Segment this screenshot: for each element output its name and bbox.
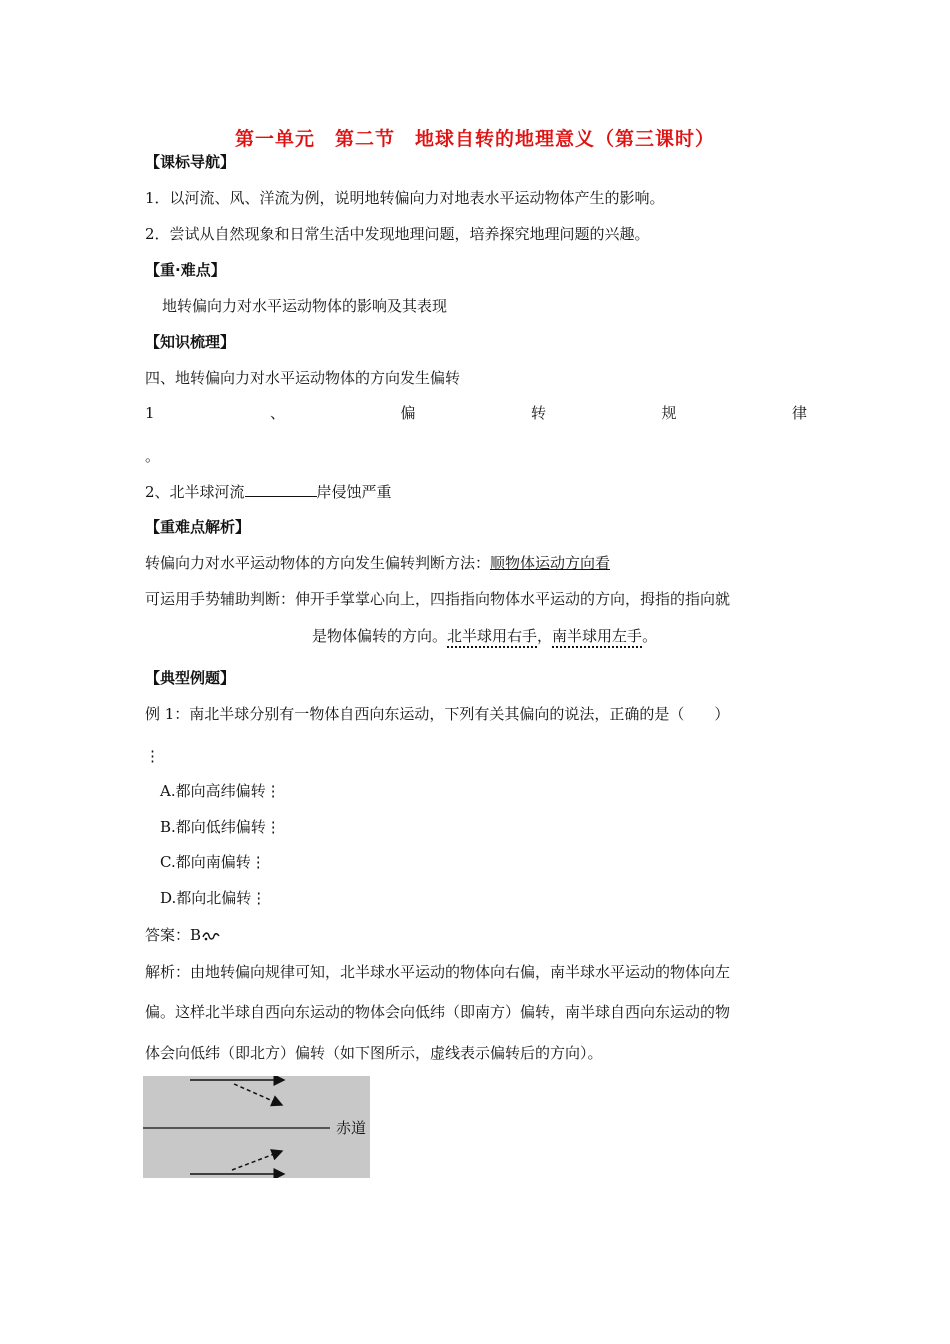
answer-line — [145, 925, 220, 945]
knowledge-intro: 四、地转偏向力对水平运动物体的方向发生偏转 — [145, 369, 461, 387]
rule-part: 律 — [791, 404, 807, 422]
gesture-prefix: 是物体偏转的方向。 — [312, 627, 448, 645]
gesture-line-2 — [312, 626, 657, 646]
key-text: 地转偏向力对水平运动物体的影响及其表现 — [162, 297, 448, 315]
nav-heading: 【课标导航】 — [145, 153, 236, 171]
option-b: B.都向低纬偏转⋮ — [160, 818, 281, 836]
analysis-heading: 【重难点解析】 — [145, 518, 251, 536]
analysis-underlined: 顺物体运动方向看 — [490, 554, 611, 572]
rule-part: 1 — [145, 404, 155, 422]
gesture-north: 北半球用右手 — [447, 627, 538, 645]
gesture-south: 南半球用左手 — [552, 627, 643, 645]
deflection-diagram — [143, 1076, 370, 1178]
knowledge-heading: 【知识梳理】 — [145, 333, 236, 351]
nav-item-1: 1．以河流、风、洋流为例，说明地转偏向力对地表水平运动物体产生的影响。 — [145, 189, 665, 207]
river-line — [145, 481, 392, 502]
fill-blank[interactable] — [245, 481, 317, 497]
gesture-sep: ， — [537, 627, 553, 645]
river-suffix: 岸侵蚀严重 — [316, 483, 392, 501]
example-question: 例 1：南北半球分别有一物体自西向东运动，下列有关其偏向的说法，正确的是（ ） — [145, 705, 730, 723]
gesture-line-1: 可运用手势辅助判断：伸开手掌掌心向上，四指指向物体水平运动的方向，拇指的指向就 — [145, 590, 731, 608]
explanation-line-1: 解析：由地转偏向规律可知，北半球水平运动的物体向右偏，南半球水平运动的物体向左 — [145, 963, 731, 981]
river-prefix: 2、北半球河流 — [145, 483, 245, 501]
rule-end: 。 — [145, 447, 161, 465]
rule-part: 规 — [661, 404, 677, 422]
option-d: D.都向北偏转⋮ — [160, 889, 267, 907]
gesture-end: 。 — [642, 627, 658, 645]
nav-item-2: 2．尝试从自然现象和日常生活中发现地理问题，培养探究地理问题的兴趣。 — [145, 225, 650, 243]
explanation-line-3: 体会向低纬（即北方）偏转（如下图所示，虚线表示偏转后的方向）。 — [145, 1044, 603, 1062]
rule-part: 偏 — [400, 404, 416, 422]
page-title: 第一单元 第二节 地球自转的地理意义（第三课时） — [234, 128, 715, 150]
squiggle-mark-icon — [202, 930, 220, 942]
analysis-line — [145, 553, 610, 573]
option-a: A.都向高纬偏转⋮ — [160, 782, 281, 800]
rule-part: 转 — [530, 404, 546, 422]
key-heading: 【重·难点】 — [145, 261, 226, 279]
example-heading: 【典型例题】 — [145, 669, 236, 687]
rule-line — [145, 403, 807, 423]
option-c: C.都向南偏转⋮ — [160, 853, 266, 871]
equator-label: 赤道 — [336, 1119, 367, 1137]
explanation-line-2: 偏。这样北半球自西向东运动的物体会向低纬（即南方）偏转，南半球自西向东运动的物 — [145, 1003, 731, 1021]
analysis-prefix: 转偏向力对水平运动物体的方向发生偏转判断方法： — [145, 554, 491, 572]
example-mark: ⋮ — [145, 747, 160, 765]
answer: 答案：B — [145, 926, 202, 944]
rule-part: 、 — [270, 404, 286, 422]
